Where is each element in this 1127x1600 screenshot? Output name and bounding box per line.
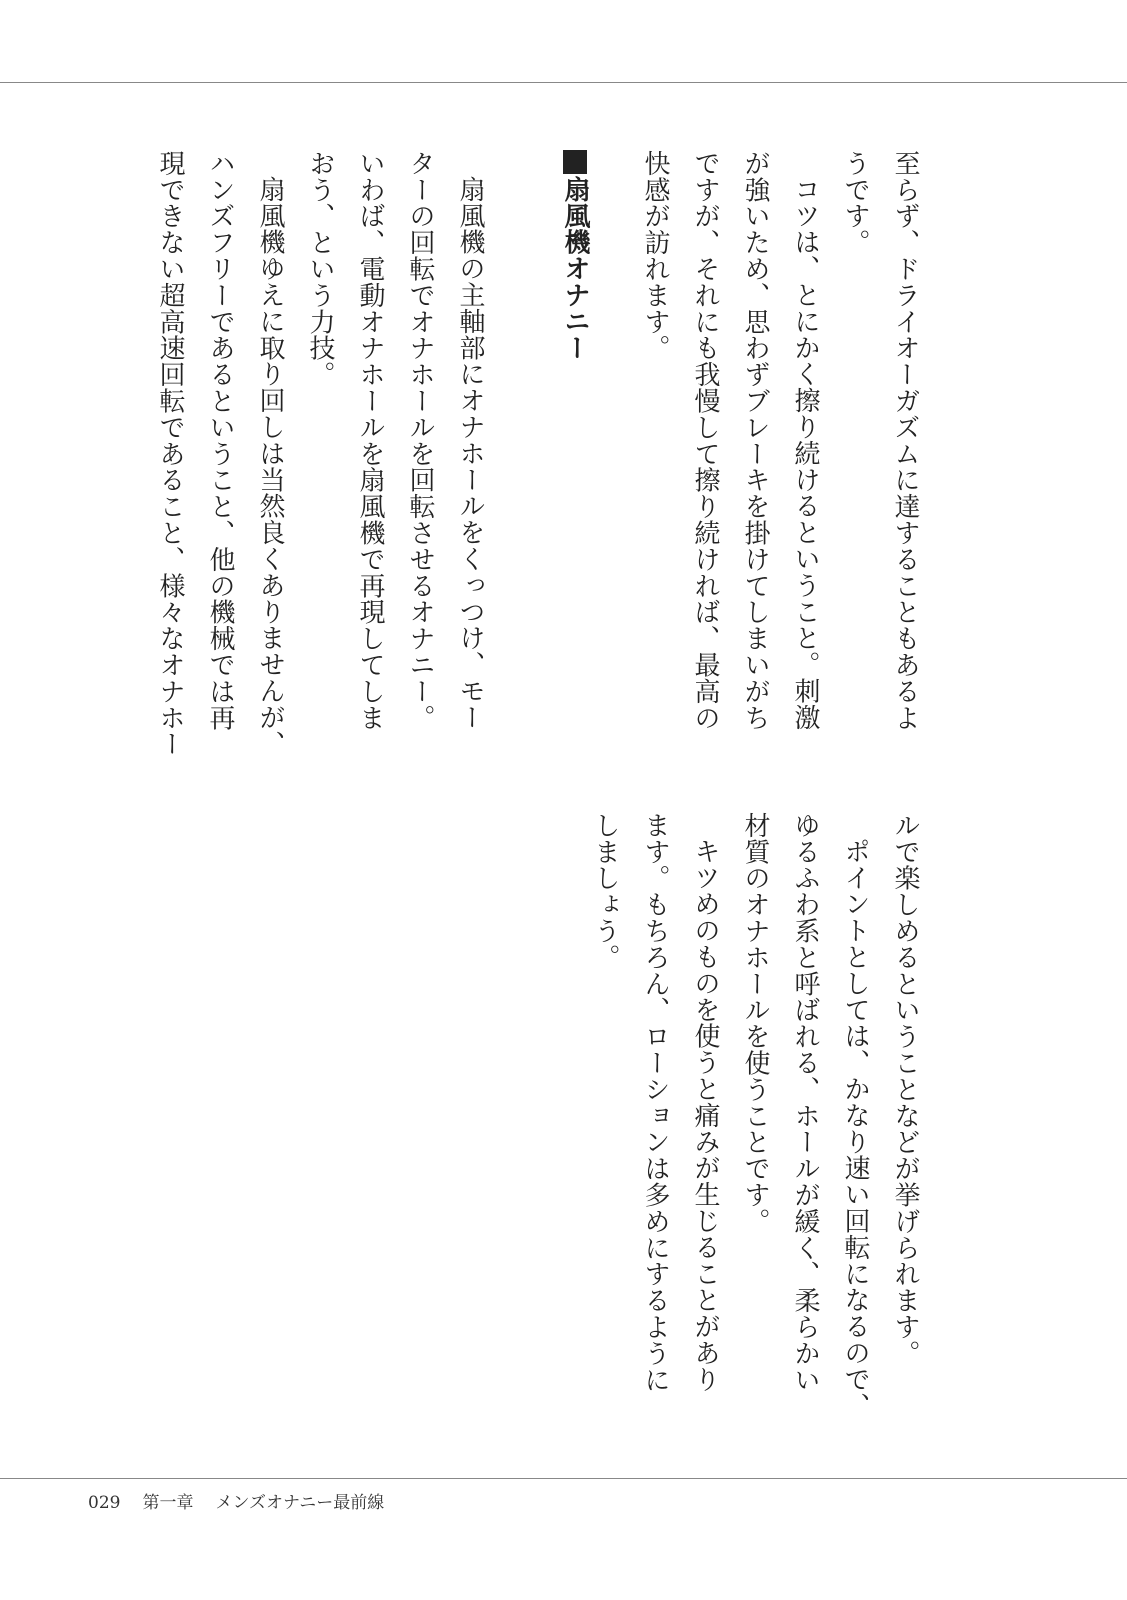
text-line: ターの回転でオナホールを回転させるオナニー。: [405, 150, 435, 731]
text-line: 扇風機ゆえに取り回しは当然良くありませんが、: [255, 176, 285, 757]
text-line: ゆるふわ系と呼ばれる、ホールが緩く、柔らかい: [790, 812, 820, 1393]
section-heading-text: 扇風機オナニー: [560, 176, 590, 361]
text-line: おう、という力技。: [305, 150, 335, 388]
text-line: コツは、とにかく擦り続けるということ。刺激: [790, 176, 820, 731]
text-line: ルで楽しめるということなどが挙げられます。: [890, 812, 920, 1367]
square-bullet-icon: [563, 150, 587, 174]
text-line: ですが、それにも我慢して擦り続ければ、最高の: [690, 150, 720, 731]
page-footer: [88, 1488, 406, 1513]
chapter-title: メンズオナニー最前線: [215, 1493, 385, 1513]
text-line: ポイントとしては、かなり速い回転になるので、: [840, 838, 870, 1419]
text-line: キツめのものを使うと痛みが生じることがあり: [690, 838, 720, 1393]
text-line: 快感が訪れます。: [640, 150, 670, 362]
text-line: いわば、電動オナホールを扇風機で再現してしま: [355, 150, 385, 731]
text-line: が強いため、思わずブレーキを掛けてしまいがち: [740, 150, 770, 731]
text-line: うです。: [840, 150, 870, 256]
text-line: 至らず、ドライオーガズムに達することもあるよ: [890, 150, 920, 731]
text-line: ます。もちろん、ローションは多めにするように: [640, 812, 670, 1393]
text-line: 現できない超高速回転であること、様々なオナホー: [155, 150, 185, 758]
section-heading: [560, 150, 590, 361]
text-line: 扇風機の主軸部にオナホールをくっつけ、モー: [455, 176, 485, 731]
text-line: ハンズフリーであるということ、他の機械では再: [205, 150, 235, 731]
footer-rule: [0, 1478, 1127, 1479]
text-line: 材質のオナホールを使うことです。: [740, 812, 770, 1235]
chapter-label: 第一章: [142, 1493, 194, 1513]
header-rule: [0, 82, 1127, 83]
page-number: 029: [88, 1493, 121, 1513]
text-line: しましょう。: [590, 812, 620, 971]
